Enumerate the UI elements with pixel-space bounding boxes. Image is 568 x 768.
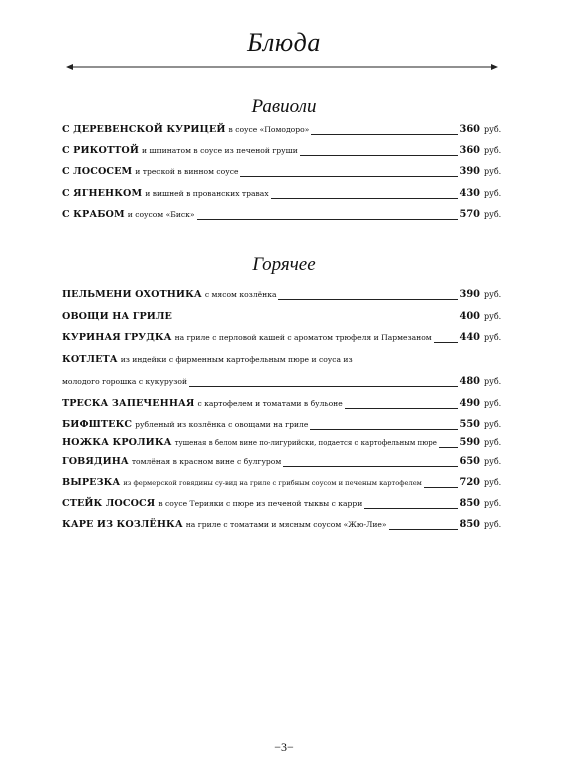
item-name: ПЕЛЬМЕНИ ОХОТНИКА [62, 289, 202, 300]
item-name: С ЛОСОСЕМ [62, 166, 133, 177]
item-name: КОТЛЕТА [62, 354, 118, 365]
item-price: 480 [459, 376, 480, 387]
item-name: С ДЕРЕВЕНСКОЙ КУРИЦЕЙ [62, 124, 226, 135]
currency-label: руб. [484, 420, 502, 429]
currency-label: руб. [484, 125, 502, 134]
currency-label: руб. [484, 312, 502, 321]
menu-item [62, 397, 504, 411]
menu-item [62, 476, 504, 490]
item-desc: рубленый из козлёнка с овощами на гриле [135, 420, 309, 429]
item-name: С КРАБОМ [62, 209, 125, 220]
item-price: 720 [459, 477, 480, 488]
item-price: 430 [459, 188, 480, 199]
item-desc: в соусе «Помодоро» [228, 125, 310, 134]
currency-label: руб. [484, 377, 502, 386]
item-price: 850 [459, 519, 480, 530]
menu-item [62, 123, 504, 137]
item-desc: на гриле с томатами и мясным соусом «Жю-Лие» [185, 520, 387, 529]
item-price: 850 [459, 498, 480, 509]
dot-leader [278, 298, 457, 300]
item-name: С РИКОТТОЙ [62, 145, 140, 156]
dot-leader [240, 175, 457, 177]
menu-item [62, 288, 504, 302]
item-price: 390 [459, 289, 480, 300]
menu-item [62, 455, 504, 469]
item-desc: из фермерской говядины су-вид на гриле с грибным соусом и печеным картофелем [123, 479, 422, 487]
currency-label: руб. [484, 399, 502, 408]
currency-label: руб. [484, 457, 502, 466]
currency-label: руб. [484, 438, 502, 447]
menu-item [62, 310, 504, 324]
menu-item-line1 [62, 353, 504, 367]
currency-label: руб. [484, 478, 502, 487]
dot-leader [439, 446, 458, 448]
item-desc: с картофелем и томатами в бульоне [197, 399, 343, 408]
menu-item [62, 331, 504, 345]
dot-leader [300, 154, 458, 156]
menu-item [62, 418, 504, 432]
dot-leader [434, 341, 458, 343]
dot-leader [389, 528, 458, 530]
dot-leader [311, 133, 457, 135]
item-name: СТЕЙК ЛОСОСЯ [62, 498, 156, 509]
item-price: 360 [459, 124, 480, 135]
item-price: 390 [459, 166, 480, 177]
menu-item [62, 144, 504, 158]
item-name: ОВОЩИ НА ГРИЛЕ [62, 311, 172, 322]
currency-label: руб. [484, 333, 502, 342]
menu-item [62, 436, 504, 450]
page-number: −3− [274, 740, 294, 754]
menu-item-line2 [62, 375, 504, 389]
section-title-hot: Горячее [252, 254, 316, 275]
item-name: НОЖКА КРОЛИКА [62, 437, 172, 448]
item-desc: и вишней в прованских травах [145, 189, 269, 198]
dot-leader [189, 385, 458, 387]
item-desc: и соусом «Биск» [127, 210, 195, 219]
dot-leader [271, 197, 458, 199]
title-divider [66, 62, 498, 72]
item-price: 490 [459, 398, 480, 409]
item-name: КАРЕ ИЗ КОЗЛЁНКА [62, 519, 183, 530]
item-name: ВЫРЕЗКА [62, 477, 121, 488]
currency-label: руб. [484, 210, 502, 219]
dot-leader [310, 428, 457, 430]
item-price: 590 [459, 437, 480, 448]
currency-label: руб. [484, 499, 502, 508]
item-name: С ЯГНЕНКОМ [62, 188, 143, 199]
dot-leader [345, 407, 458, 409]
currency-label: руб. [484, 167, 502, 176]
menu-item [62, 518, 504, 532]
menu-item [62, 497, 504, 511]
item-price: 400 [459, 311, 480, 322]
dot-leader [364, 507, 457, 509]
item-name: ТРЕСКА ЗАПЕЧЕННАЯ [62, 398, 195, 409]
currency-label: руб. [484, 189, 502, 198]
item-desc: тушеная в белом вине по-лигурийски, подается с картофельным пюре [174, 439, 437, 447]
item-price: 440 [459, 332, 480, 343]
item-desc: с мясом козлёнка [204, 290, 277, 299]
dot-leader [177, 320, 458, 322]
item-name: БИФШТЕКС [62, 419, 133, 430]
currency-label: руб. [484, 290, 502, 299]
item-desc: в соусе Терияки с пюре из печеной тыквы с карри [158, 499, 363, 508]
item-name: КУРИНАЯ ГРУДКА [62, 332, 172, 343]
item-price: 550 [459, 419, 480, 430]
item-desc: томлёная в красном вине с булгуром [131, 457, 282, 466]
item-price: 570 [459, 209, 480, 220]
currency-label: руб. [484, 146, 502, 155]
currency-label: руб. [484, 520, 502, 529]
menu-item [62, 165, 504, 179]
item-desc: из индейки с фирменным картофельным пюре и соуса из [120, 355, 353, 364]
item-desc: на гриле с перловой кашей с ароматом трюфеля и Пармезаном [174, 333, 432, 342]
item-desc: и шпинатом в соусе из печеной груши [142, 146, 298, 155]
dot-leader [424, 486, 458, 488]
dot-leader [283, 465, 457, 467]
item-desc-continued: молодого горошка с кукурузой [62, 377, 188, 386]
item-price: 650 [459, 456, 480, 467]
item-price: 360 [459, 145, 480, 156]
section-title-ravioli: Равиоли [251, 96, 317, 117]
menu-item [62, 187, 504, 201]
item-desc: и треской в винном соусе [135, 167, 239, 176]
menu-item [62, 208, 504, 222]
dot-leader [197, 218, 458, 220]
page-title: Блюда [247, 28, 321, 57]
item-name: ГОВЯДИНА [62, 456, 129, 467]
